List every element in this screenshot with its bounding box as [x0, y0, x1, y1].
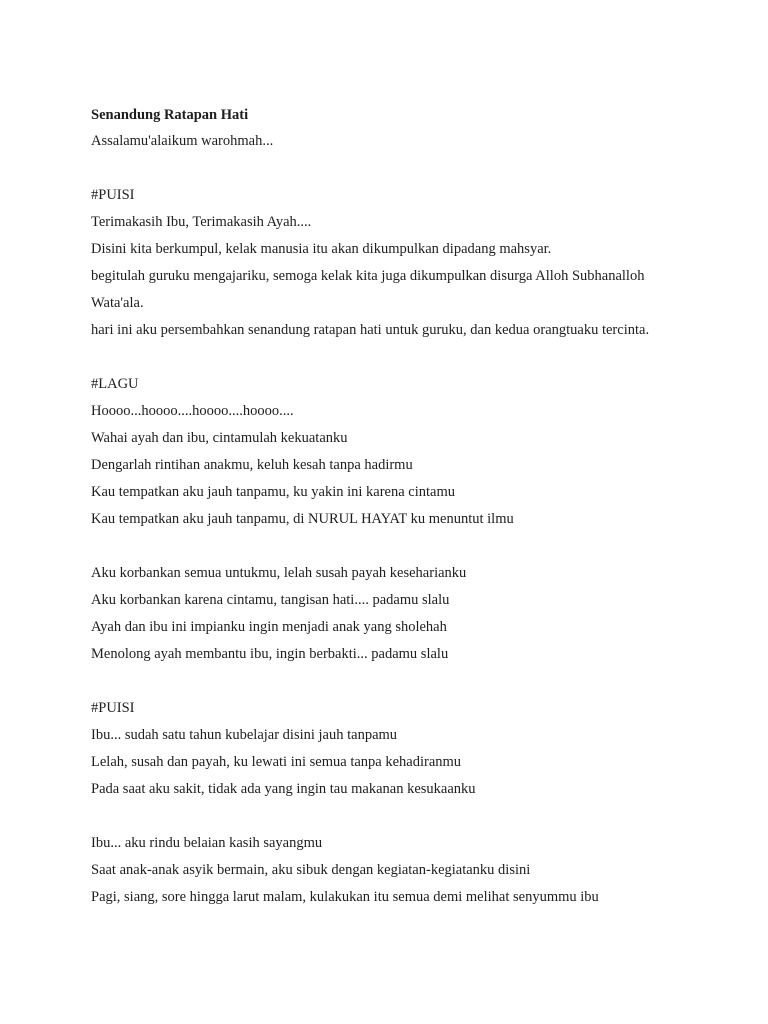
- greeting-line: Assalamu'alaikum warohmah...: [91, 133, 274, 149]
- paragraph-gap: [91, 668, 731, 695]
- poem-line: begitulah guruku mengajariku, semoga kelak kita juga dikumpulkan disurga Alloh Subhanalloh: [91, 268, 645, 284]
- paragraph-gap: [91, 155, 731, 182]
- poem-line: Terimakasih Ibu, Terimakasih Ayah....: [91, 214, 312, 230]
- paragraph-gap: [91, 533, 731, 560]
- song-line: Kau tempatkan aku jauh tanpamu, ku yakin ini karena cintamu: [91, 484, 455, 500]
- song-line: Wahai ayah dan ibu, cintamulah kekuatanku: [91, 430, 348, 446]
- poem-line: Lelah, susah dan payah, ku lewati ini semua tanpa kehadiranmu: [91, 754, 462, 770]
- poem-line: Ibu... aku rindu belaian kasih sayangmu: [91, 835, 323, 851]
- song-line: Kau tempatkan aku jauh tanpamu, di NURUL HAYAT ku menuntut ilmu: [91, 511, 514, 527]
- section-heading-lagu: #LAGU: [91, 376, 139, 392]
- song-line: Menolong ayah membantu ibu, ingin berbakti... padamu slalu: [91, 646, 449, 662]
- poem-line: hari ini aku persembahkan senandung ratapan hati untuk guruku, dan kedua orangtuaku tercinta.: [91, 322, 650, 338]
- song-line: Ayah dan ibu ini impianku ingin menjadi anak yang sholehah: [91, 619, 447, 635]
- section-heading-puisi: #PUISI: [91, 700, 135, 716]
- poem-line: Wata'ala.: [91, 295, 144, 311]
- section-heading-puisi: #PUISI: [91, 187, 135, 203]
- song-line: Hoooo...hoooo....hoooo....hoooo....: [91, 403, 294, 419]
- document-title: Senandung Ratapan Hati: [91, 107, 249, 123]
- poem-line: Saat anak-anak asyik bermain, aku sibuk dengan kegiatan-kegiatanku disini: [91, 862, 531, 878]
- document-page: [91, 102, 731, 911]
- poem-line: Disini kita berkumpul, kelak manusia itu akan dikumpulkan dipadang mahsyar.: [91, 241, 552, 257]
- song-line: Aku korbankan karena cintamu, tangisan hati.... padamu slalu: [91, 592, 450, 608]
- song-line: Dengarlah rintihan anakmu, keluh kesah tanpa hadirmu: [91, 457, 413, 473]
- paragraph-gap: [91, 344, 731, 371]
- poem-line: Pagi, siang, sore hingga larut malam, kulakukan itu semua demi melihat senyummu ibu: [91, 889, 599, 905]
- poem-line: Ibu... sudah satu tahun kubelajar disini jauh tanpamu: [91, 727, 398, 743]
- paragraph-gap: [91, 803, 731, 830]
- song-line: Aku korbankan semua untukmu, lelah susah payah keseharianku: [91, 565, 467, 581]
- poem-line: Pada saat aku sakit, tidak ada yang ingin tau makanan kesukaanku: [91, 781, 476, 797]
